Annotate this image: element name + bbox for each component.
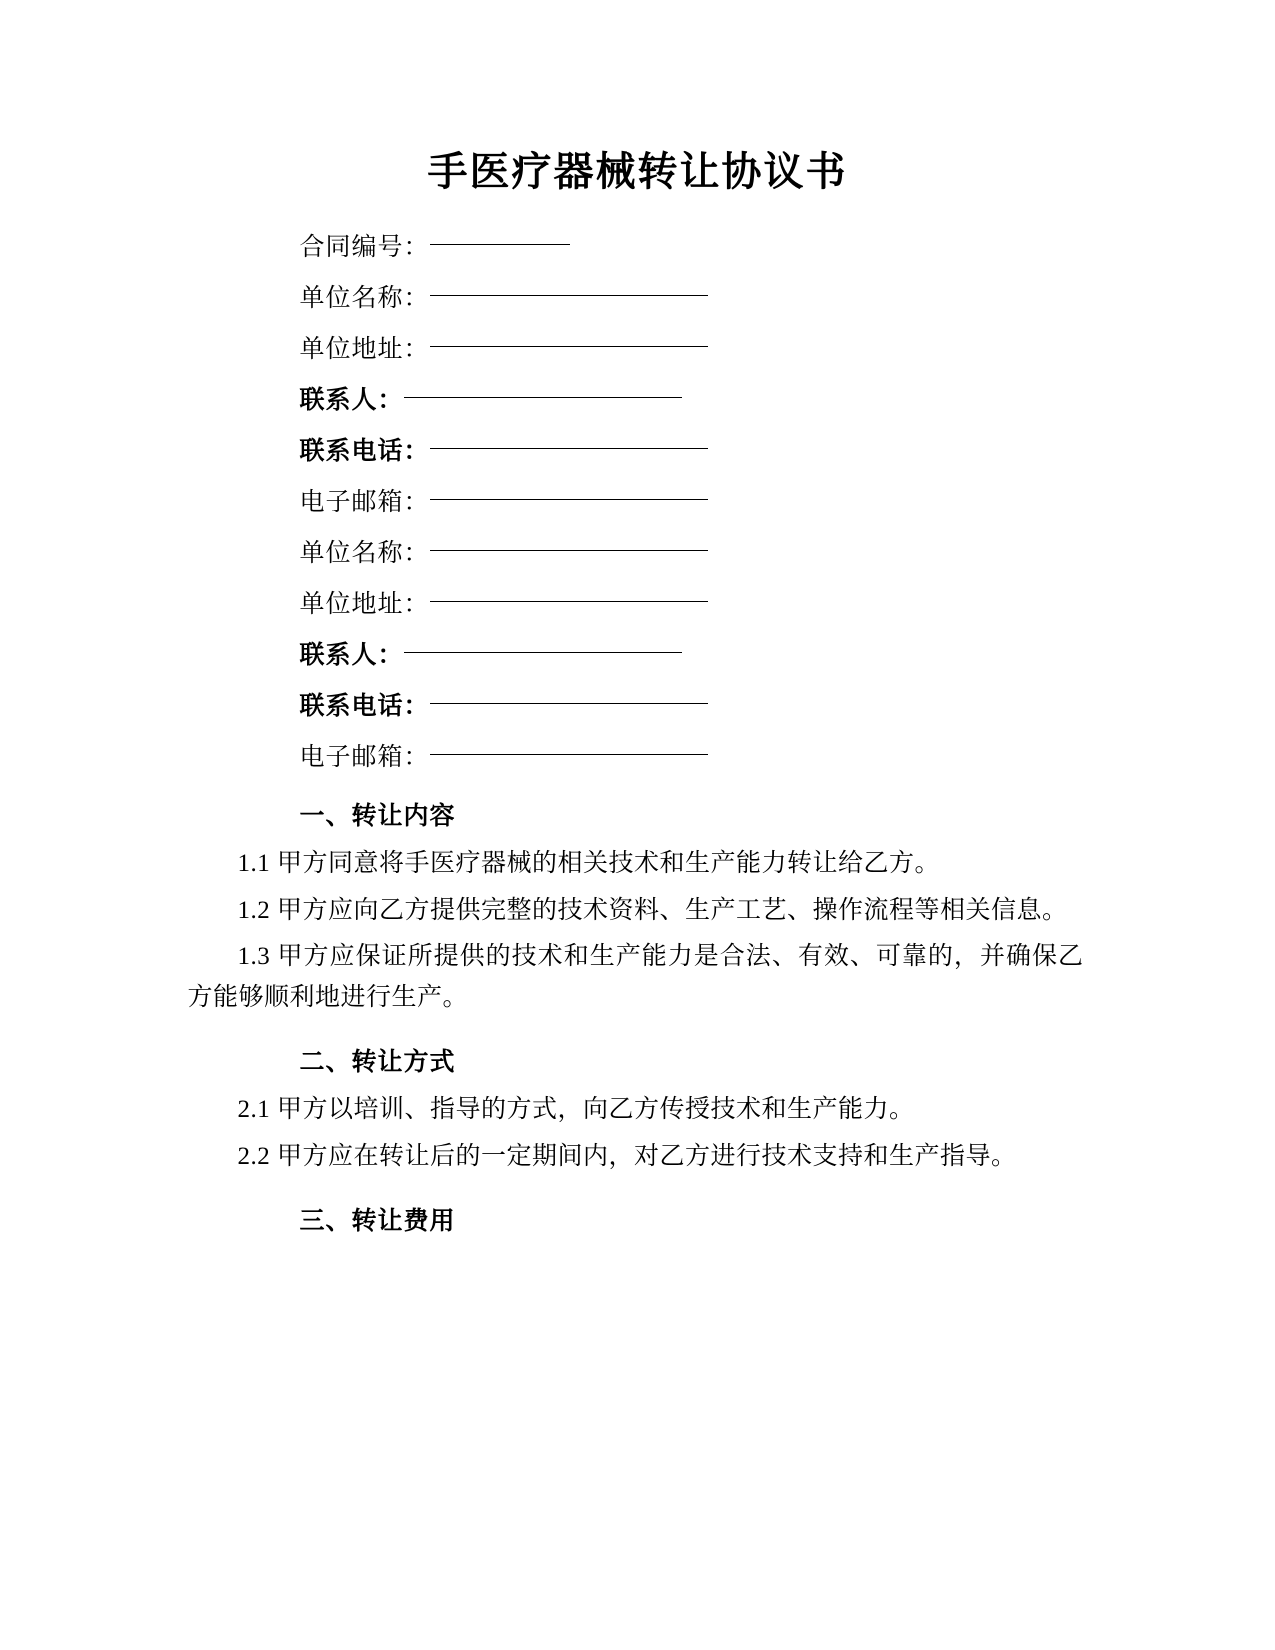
field-blank-line[interactable] [430, 550, 708, 551]
field-row [188, 337, 1088, 362]
field-blank-line[interactable] [430, 295, 708, 296]
section-1-paragraph-1: 1.1 甲方同意将手医疗器械的相关技术和生产能力转让给乙方。 [237, 850, 941, 877]
section-heading-1: 一、转让内容 [299, 802, 456, 830]
field-label: 联系电话： [299, 693, 430, 720]
section-heading-2: 二、转让方式 [299, 1048, 456, 1076]
field-row [188, 439, 1088, 464]
field-blank-line[interactable] [404, 652, 682, 653]
field-row [188, 490, 1088, 515]
field-row [188, 745, 1088, 770]
field-blank-line[interactable] [404, 397, 682, 398]
section-1-paragraph-2: 1.2 甲方应向乙方提供完整的技术资料、生产工艺、操作流程等相关信息。 [237, 896, 1068, 924]
field-row [188, 235, 1088, 260]
field-blank-line[interactable] [430, 244, 570, 245]
section-1-paragraph-3: 1.3 甲方应保证所提供的技术和生产能力是合法、有效、可靠的，并确保乙方能够顺利地进行生产。 [187, 943, 1084, 1011]
field-row [188, 694, 1088, 719]
field-label: 联系人： [299, 387, 404, 414]
field-row [188, 592, 1088, 617]
field-row [188, 388, 1088, 413]
field-label: 电子邮箱： [299, 744, 430, 771]
field-blank-line[interactable] [430, 703, 708, 704]
section-2-paragraph-2: 2.2 甲方应在转让后的一定期间内，对乙方进行技术支持和生产指导。 [237, 1142, 1017, 1170]
section-2-paragraph-1: 2.1 甲方以培训、指导的方式，向乙方传授技术和生产能力。 [237, 1096, 915, 1123]
field-blank-line[interactable] [430, 448, 708, 449]
field-label: 电子邮箱： [299, 489, 430, 516]
field-label: 单位地址： [299, 336, 430, 363]
field-blank-line[interactable] [430, 499, 708, 500]
document-body [188, 197, 1088, 1237]
field-label: 联系电话： [299, 438, 430, 465]
field-label: 单位地址： [299, 591, 430, 618]
field-label: 单位名称： [299, 540, 430, 567]
section-heading-3: 三、转让费用 [299, 1207, 456, 1235]
field-label: 联系人： [299, 642, 404, 669]
field-row [188, 541, 1088, 566]
field-label: 合同编号： [299, 234, 430, 261]
field-label: 单位名称： [299, 285, 430, 312]
field-blank-line[interactable] [430, 346, 708, 347]
field-row [188, 286, 1088, 311]
page-title: 手医疗器械转让协议书 [427, 150, 848, 194]
field-blank-line[interactable] [430, 754, 708, 755]
field-row [188, 643, 1088, 668]
field-blank-line[interactable] [430, 601, 708, 602]
